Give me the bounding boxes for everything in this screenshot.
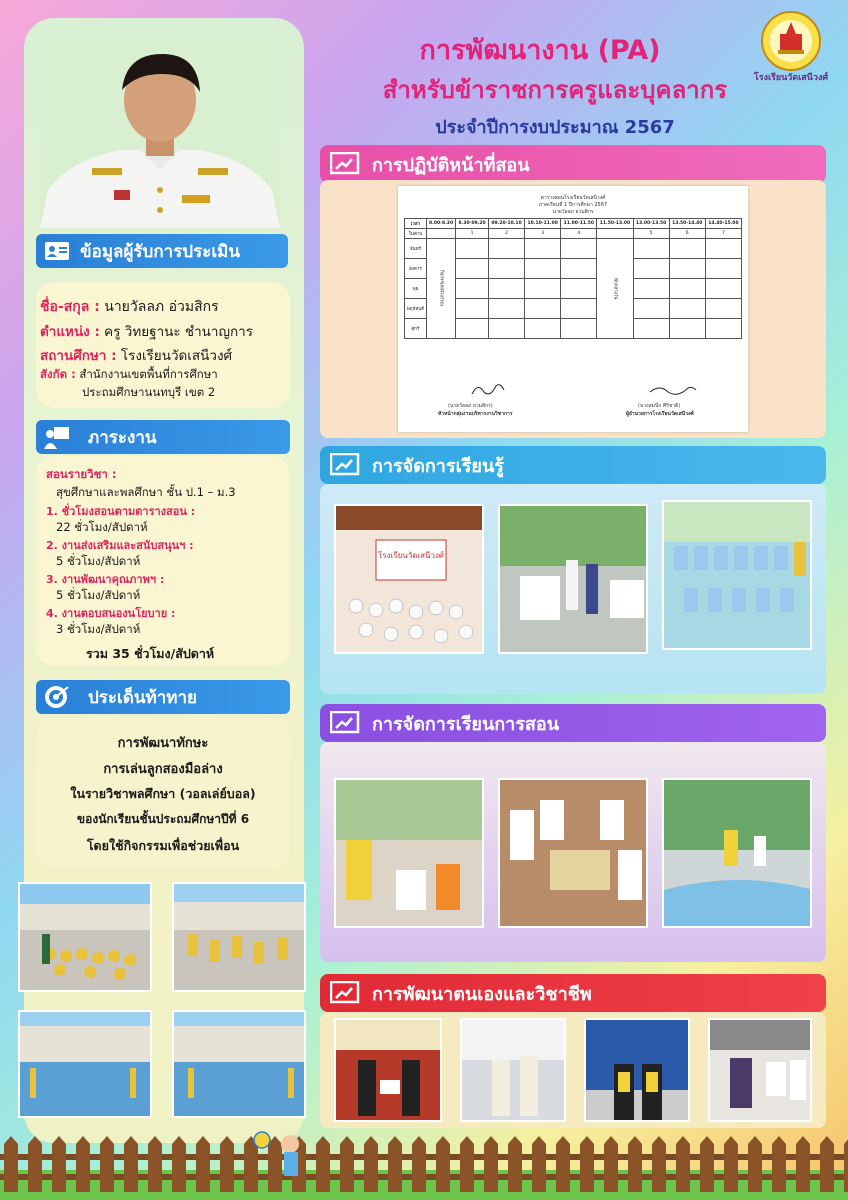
profile-heading: [36, 234, 288, 268]
timetable-period-cell: 3: [525, 229, 561, 239]
learning-photo-poster: [498, 504, 648, 654]
timetable-cell: [669, 279, 705, 299]
timetable-cell: [705, 279, 741, 299]
timetable-cell: [488, 259, 524, 279]
volleyball-photo-2: [172, 882, 306, 992]
subject-label: สอนรายวิชา :: [46, 467, 117, 481]
timetable-cell: [525, 239, 561, 259]
timetable-cell: [633, 299, 669, 319]
affiliation-row: สังกัด : สำนักงานเขตพื้นที่การศึกษา: [40, 367, 218, 381]
workload-item-3-value: 5 ชั่วโมง/สัปดาห์: [56, 588, 141, 602]
timetable-cell: [456, 279, 489, 299]
timetable-period-cell: 2: [488, 229, 524, 239]
timetable-period-row: [405, 229, 742, 239]
fence-picket: [340, 1136, 354, 1192]
position-value: ครู วิทยฐานะ ชำนาญการ: [104, 324, 253, 340]
fence-picket: [148, 1136, 162, 1192]
teacher-portrait: [40, 40, 280, 228]
timetable-cell: [705, 239, 741, 259]
profile-card: [36, 282, 290, 408]
selfdev-photo-4: [708, 1018, 812, 1122]
table-row: [405, 279, 742, 299]
fence-picket: [652, 1136, 666, 1192]
challenge-heading: [36, 680, 290, 714]
timetable-cell: [525, 319, 561, 339]
workload-item-1-label: 1. ชั่วโมงสอนตามตารางสอน :: [46, 505, 196, 518]
timetable-cell: [633, 279, 669, 299]
timetable-table: [404, 218, 742, 339]
fence-picket: [76, 1136, 90, 1192]
timetable-day-cell: จันทร์: [405, 239, 427, 259]
presentation-board-icon: [330, 711, 360, 735]
volleyball-photo-4: [172, 1010, 306, 1118]
timetable-cell: [488, 279, 524, 299]
workload-total: รวม 35 ชั่วโมง/สัปดาห์: [86, 646, 215, 661]
volleyball-photo-3: [18, 1010, 152, 1118]
fence-picket: [124, 1136, 138, 1192]
timetable-document: ตารางสอนโรงเรียนวัดเสนีวงศ์ ภาคเรียนที่ 1 ปีการศึกษา 2567 นายวัลลภ อ่วมสิกร เวลา 8.00-8.30 8.30-09.20 09.20-10.10 10.10-11.00 11.00-11.50 11.50-13.00 13.00-13.50 13.50-14.40 14.40-15.00 ในคาบ 1 2 3 4 5 6 7 จันทร์ กิจกรรมหน้าเสาธง พักกลางวัน อังคาร พุธ พฤหัสบดี ศุกร์ (นายวัลลภ อ่วมสิกร) หัวหน้ากลุ่มงานบริหารงานวิชาการ (นางสมนึก ศิริชาติ) ผู้อำนวยการโรงเรียนวัดเสนีวงศ์: [398, 186, 748, 432]
name-value: นายวัลลภ อ่วมสิกร: [104, 299, 219, 315]
timetable-header-cell: 14.40-15.00: [705, 219, 741, 229]
challenge-line-3: ในรายวิชาพลศึกษา (วอลเล่ย์บอล): [70, 786, 256, 801]
fence-picket: [532, 1136, 546, 1192]
fence-picket: [796, 1136, 810, 1192]
timetable-cell: [525, 299, 561, 319]
fence-picket: [556, 1136, 570, 1192]
fence-picket: [412, 1136, 426, 1192]
fence-picket: [772, 1136, 786, 1192]
timetable-side-left: กิจกรรมหน้าเสาธง: [426, 239, 455, 339]
challenge-heading-text: ประเด็นท้าทาย: [88, 687, 197, 708]
timetable-cell: [561, 299, 597, 319]
timetable-cell: [488, 299, 524, 319]
learning-photo-assembly: [334, 504, 484, 654]
timetable-cell: [669, 319, 705, 339]
fence-decoration: [0, 1130, 848, 1200]
section-class-heading: การจัดการเรียนการสอน: [320, 704, 826, 742]
timetable-cell: [669, 299, 705, 319]
challenge-line-5: โดยใช้กิจกรรมเพื่อช่วยเพื่อน: [86, 838, 240, 853]
table-row: [405, 259, 742, 279]
timetable-cell: [669, 239, 705, 259]
affiliation-row-2: ประถมศึกษานนทบุรี เขต 2: [82, 385, 216, 399]
timetable-header-cell: 8.00-8.30: [426, 219, 455, 229]
timetable-period-cell: 1: [456, 229, 489, 239]
fence-picket: [508, 1136, 522, 1192]
challenge-line-4: ของนักเรียนชั้นประถมศึกษาปีที่ 6: [76, 812, 250, 826]
fence-picket: [820, 1136, 834, 1192]
timetable-header-cell: 10.10-11.00: [525, 219, 561, 229]
timetable-cell: [488, 319, 524, 339]
fence-picket: [268, 1136, 282, 1192]
timetable-header-row: [405, 219, 742, 229]
timetable-period-cell: 6: [669, 229, 705, 239]
timetable-cell: [561, 279, 597, 299]
timetable-cell: [705, 259, 741, 279]
timetable-period-cell: 7: [705, 229, 741, 239]
class-photo-3: [662, 778, 812, 928]
timetable-period-cell: 4: [561, 229, 597, 239]
timetable-cell: [456, 319, 489, 339]
timetable-cell: [456, 239, 489, 259]
timetable-period-cell: [426, 229, 455, 239]
workload-card: [36, 456, 290, 666]
fence-picket: [220, 1136, 234, 1192]
challenge-card: [36, 718, 290, 868]
fence-picket: [844, 1136, 848, 1192]
workload-heading-text: ภาระงาน: [88, 427, 157, 448]
fence-picket: [628, 1136, 642, 1192]
target-icon: [44, 685, 70, 709]
fence-picket: [676, 1136, 690, 1192]
timetable-cell: [525, 279, 561, 299]
timetable-cell: [669, 259, 705, 279]
timetable-cell: [456, 299, 489, 319]
presentation-board-icon: [330, 453, 360, 477]
fence-picket: [100, 1136, 114, 1192]
workload-item-2-label: 2. งานส่งเสริมและสนับสนุนฯ :: [46, 539, 194, 552]
position-row: ตำแหน่ง : ครู วิทยฐานะ ชำนาญการ: [40, 324, 253, 340]
timetable-header-cell: 8.30-09.20: [456, 219, 489, 229]
timetable-header-cell: 13.00-13.50: [633, 219, 669, 229]
fence-picket: [52, 1136, 66, 1192]
fence-picket: [484, 1136, 498, 1192]
poster-subtitle: สำหรับข้าราชการครูและบุคลากร: [382, 76, 728, 104]
fence-picket: [364, 1136, 378, 1192]
timetable-cell: [561, 319, 597, 339]
school-logo: [760, 10, 822, 72]
timetable-side-mid: พักกลางวัน: [597, 239, 633, 339]
timetable-day-cell: ศุกร์: [405, 319, 427, 339]
fence-picket: [4, 1136, 18, 1192]
presentation-board-icon: [330, 152, 360, 176]
school-logo-text: โรงเรียนวัดเสนีวงศ์: [753, 73, 829, 83]
timetable-cell: [705, 299, 741, 319]
fence-picket: [388, 1136, 402, 1192]
class-photo-2: [498, 778, 648, 928]
section-teaching-heading: การปฏิบัติหน้าที่สอน: [320, 145, 826, 183]
challenge-line-2: การเล่นลูกสองมือล่าง: [103, 762, 223, 777]
volleyball-photo-1: [18, 882, 152, 992]
workload-item-1-value: 22 ชั่วโมง/สัปดาห์: [56, 520, 148, 534]
timetable-period-cell: [597, 229, 633, 239]
workload-item-2-value: 5 ชั่วโมง/สัปดาห์: [56, 554, 141, 568]
fence-picket: [316, 1136, 330, 1192]
table-row: [405, 239, 742, 259]
profile-heading-text: ข้อมูลผู้รับการประเมิน: [80, 241, 240, 262]
timetable-day-cell: อังคาร: [405, 259, 427, 279]
fence-picket: [460, 1136, 474, 1192]
selfdev-photo-2: [460, 1018, 566, 1122]
fence-picket: [172, 1136, 186, 1192]
timetable-header-cell: 13.50-14.40: [669, 219, 705, 229]
workload-item-3-label: 3. งานพัฒนาคุณภาพฯ :: [46, 573, 165, 586]
section-selfdev-heading: การพัฒนาตนเองและวิชาชีพ: [320, 974, 826, 1012]
fence-picket: [436, 1136, 450, 1192]
timetable-cell: [488, 239, 524, 259]
timetable-period-cell: ในคาบ: [405, 229, 427, 239]
learning-photo-group: [662, 500, 812, 650]
table-row: [405, 319, 742, 339]
poster-title: การพัฒนางาน (PA): [419, 35, 661, 66]
table-row: [405, 299, 742, 319]
timetable-header-cell: 11.00-11.50: [561, 219, 597, 229]
timetable-header-cell: 11.50-13.00: [597, 219, 633, 229]
timetable-day-cell: พฤหัสบดี: [405, 299, 427, 319]
timetable-cell: [456, 259, 489, 279]
school-sign-text: โรงเรียนวัดเสนีวงศ์: [378, 551, 444, 560]
timetable-header-cell: 09.20-10.10: [488, 219, 524, 229]
challenge-line-1: การพัฒนาทักษะ: [117, 736, 209, 751]
timetable-cell: [705, 319, 741, 339]
fence-picket: [28, 1136, 42, 1192]
school-row: สถานศึกษา : โรงเรียนวัดเสนีวงศ์: [40, 348, 233, 364]
timetable-period-cell: 5: [633, 229, 669, 239]
workload-heading: [36, 420, 290, 454]
fence-picket: [604, 1136, 618, 1192]
workload-item-4-label: 4. งานตอบสนองนโยบาย :: [46, 607, 176, 620]
signature-left: [468, 380, 508, 400]
school-value: โรงเรียนวัดเสนีวงศ์: [120, 348, 233, 364]
timetable-cell: [561, 259, 597, 279]
timetable-cell: [525, 259, 561, 279]
fence-picket: [580, 1136, 594, 1192]
timetable-cell: [633, 239, 669, 259]
subject-value: สุขศึกษาและพลศึกษา ชั้น ป.1 – ม.3: [56, 485, 236, 499]
selfdev-photo-3: [584, 1018, 690, 1122]
fence-picket: [724, 1136, 738, 1192]
name-row: ชื่อ-สกุล : นายวัลลภ อ่วมสิกร: [40, 299, 219, 315]
workload-item-4-value: 3 ชั่วโมง/สัปดาห์: [56, 622, 141, 636]
fence-picket: [748, 1136, 762, 1192]
fence-picket: [196, 1136, 210, 1192]
timetable-cell: [561, 239, 597, 259]
section-learning-heading: การจัดการเรียนรู้: [320, 446, 826, 484]
timetable-cell: [633, 319, 669, 339]
presentation-board-icon: [330, 981, 360, 1005]
teacher-board-icon: [44, 425, 70, 449]
selfdev-photo-1: [334, 1018, 442, 1122]
fence-picket: [700, 1136, 714, 1192]
id-card-icon: [44, 239, 70, 263]
poster-year: ประจำปีการงบประมาณ 2567: [435, 117, 675, 138]
signature-right: [648, 382, 698, 400]
timetable-day-cell: พุธ: [405, 279, 427, 299]
timetable-cell: [633, 259, 669, 279]
class-photo-1: [334, 778, 484, 928]
timetable-header-cell: เวลา: [405, 219, 427, 229]
